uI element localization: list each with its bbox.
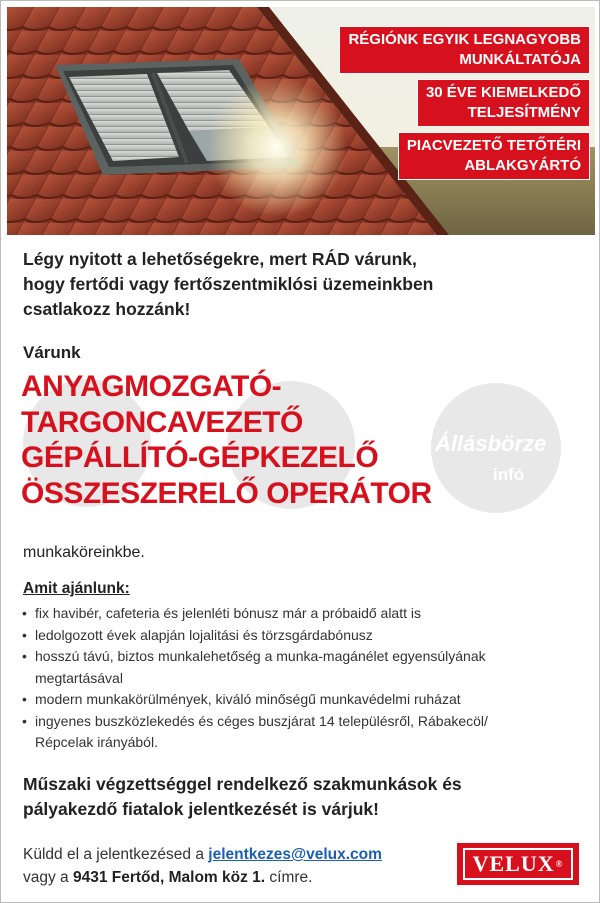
list-item	[21, 603, 581, 625]
contact-line2-pre: vagy a	[23, 869, 73, 886]
note-line-1: Műszaki végzettséggel rendelkező szakmunkások és	[23, 774, 462, 794]
job-title: TARGONCAVEZETŐ	[21, 405, 303, 439]
contact-info	[23, 843, 382, 889]
lead-text: Várunk	[23, 343, 81, 362]
badge-employer-line2: MUNKÁLTATÓJA	[459, 51, 581, 68]
contact-line2-post: címre.	[265, 869, 313, 886]
watermark-sub: infó	[493, 465, 525, 484]
badge-employer	[340, 27, 589, 73]
offer-item-text: • hosszú távú, biztos munkalehetőség a munka-magánélet egyensúlyának	[35, 648, 486, 664]
note-line-2: pályakezdő fiatalok jelentkezését is várjuk!	[23, 799, 379, 819]
job-title: ANYAGMOZGATÓ-	[21, 370, 282, 403]
job-title: ÖSSZESZERELŐ OPERÁTOR	[21, 476, 432, 510]
velux-logo	[457, 843, 579, 885]
intro-text	[23, 247, 563, 322]
intro-line-3: csatlakozz hozzánk!	[23, 299, 191, 319]
email-link[interactable]: jelentkezes@velux.com	[208, 846, 382, 863]
intro-line-2: hogy fertődi vagy fertőszentmiklósi üzemeinkben	[23, 274, 434, 294]
logo-wordmark	[463, 848, 574, 880]
job-title: GÉPÁLLÍTÓ-GÉPKEZELŐ	[21, 441, 379, 474]
job-titles	[21, 369, 581, 511]
offer-item-text: modern munkakörülmények, kiváló minőségű munkavédelmi ruházat	[35, 691, 461, 707]
offer-item-text: ledolgozott évek alapján lojalitási és törzsgárdabónusz	[35, 626, 373, 643]
offer-item-text: fix havibér, cafeteria és jelenléti bónusz már a próbaidő alatt is	[35, 605, 421, 621]
badge-performance-line1: 30 ÉVE KIEMELKEDŐ	[425, 84, 581, 101]
logo-text: VELUX	[472, 851, 555, 876]
badge-market-leader	[399, 133, 589, 179]
badge-employer-line1: RÉGIÓNK EGYIK LEGNAGYOBB	[348, 31, 581, 48]
offer-heading: Amit ajánlunk:	[23, 580, 130, 597]
contact-pre-text: Küldd el a jelentkezésed a	[23, 846, 209, 863]
watermark-brand: Állásbörze	[435, 431, 547, 456]
offer-item-text-cont: Répcelak irányából.	[35, 734, 158, 750]
registered-mark: ®	[555, 859, 564, 869]
applicants-note	[23, 772, 583, 822]
hero-badges	[289, 27, 589, 186]
offer-item-text-cont: megtartásával	[35, 669, 123, 686]
badge-market-leader-line2: ABLAKGYÁRTÓ	[464, 157, 581, 174]
hero-image	[7, 7, 595, 235]
badge-performance-line2: TELJESÍTMÉNY	[467, 104, 581, 121]
intro-line-1: Légy nyitott a lehetőségekre, mert RÁD várunk,	[23, 249, 417, 269]
list-item	[21, 711, 581, 754]
offer-list	[21, 603, 581, 754]
list-item	[21, 689, 581, 711]
badge-performance	[418, 80, 589, 126]
jobs-suffix: munkaköreinkbe.	[23, 544, 145, 561]
offer-item-text: • ingyenes buszközlekedés és céges buszjárat 14 településről, Rábakecöl/	[35, 712, 488, 729]
badge-market-leader-line1: PIACVEZETŐ TETŐTÉRI	[406, 137, 581, 154]
list-item	[21, 646, 581, 689]
postal-address: 9431 Fertőd, Malom köz 1.	[72, 869, 266, 886]
list-item	[21, 625, 581, 647]
